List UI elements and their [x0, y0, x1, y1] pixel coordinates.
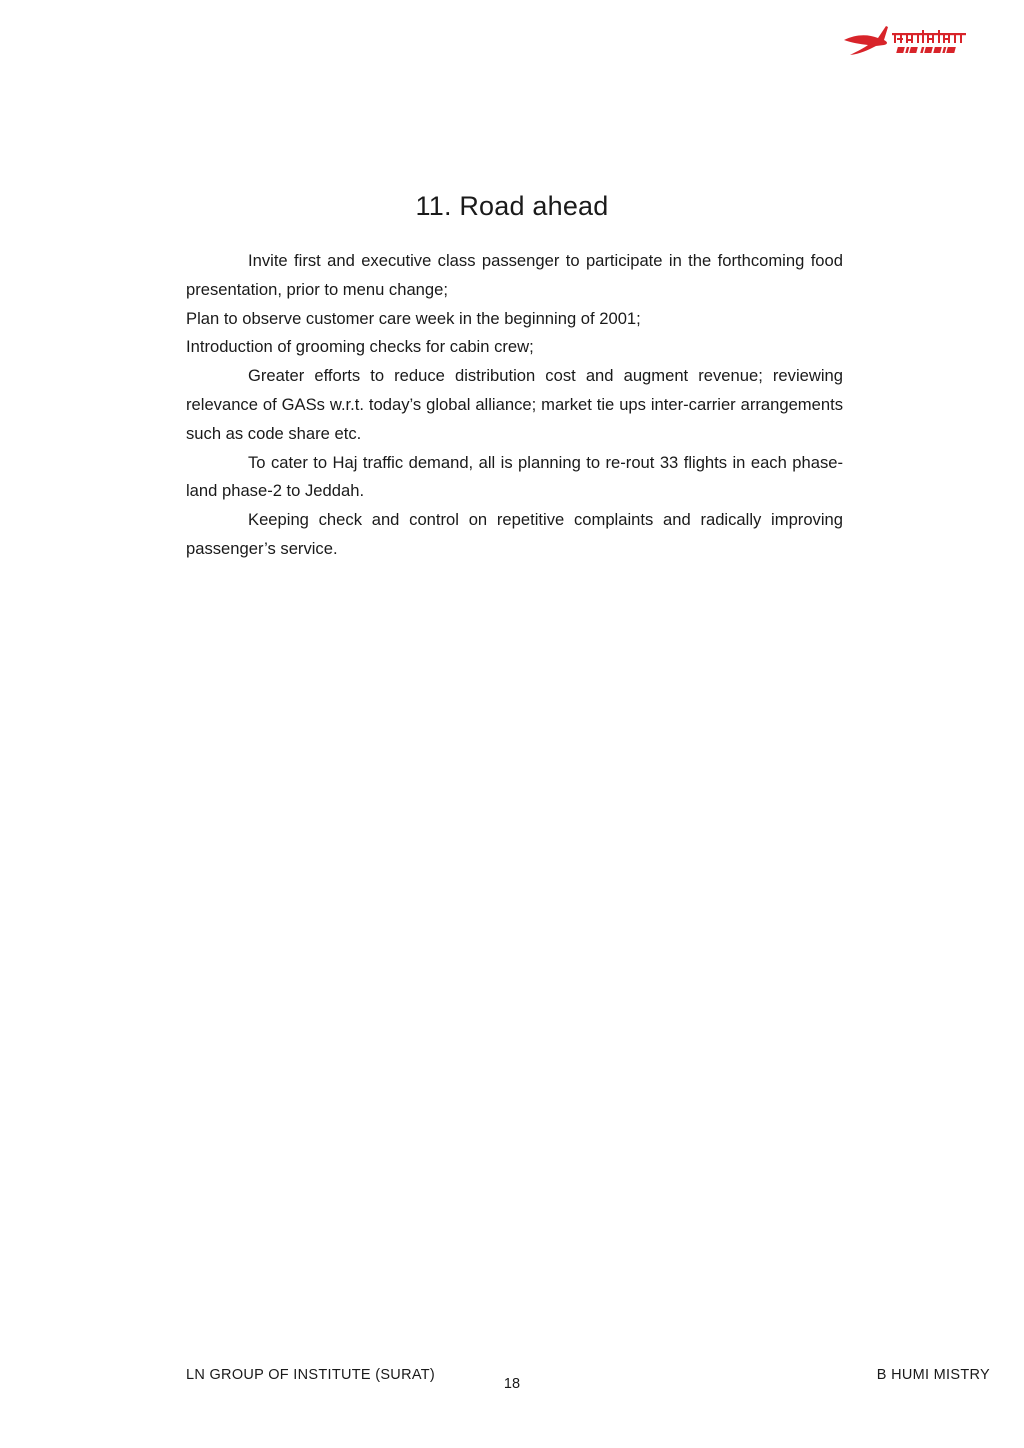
- page-title: 11. Road ahead: [415, 191, 609, 221]
- paragraph: Greater efforts to reduce distribution cost and augment revenue; reviewing relevance of GASs w.r.t. today’s global alliance; market tie ups inter-carrier arrangements such as code share etc.: [186, 366, 843, 443]
- paragraph: Invite first and executive class passenger to participate in the forthcoming food presentation, prior to menu change;: [186, 251, 843, 299]
- paragraph: Keeping check and control on repetitive complaints and radically improving passenger’s service.: [186, 510, 843, 558]
- paragraph: Introduction of grooming checks for cabin crew;: [186, 337, 534, 357]
- page-number: 18: [503, 1376, 521, 1392]
- body-text: [186, 247, 843, 564]
- paragraph: Plan to observe customer care week in the beginning of 2001;: [186, 308, 641, 328]
- footer-institute: LN GROUP OF INSTITUTE (SURAT): [186, 1367, 436, 1383]
- paragraph: To cater to Haj traffic demand, all is planning to re-rout 33 flights in each phase-land phase-2 to Jeddah.: [186, 452, 843, 501]
- air-india-logo: [842, 24, 972, 60]
- footer-author: B HUMI MISTRY: [876, 1367, 990, 1383]
- air-india-logo-icon: [842, 24, 972, 60]
